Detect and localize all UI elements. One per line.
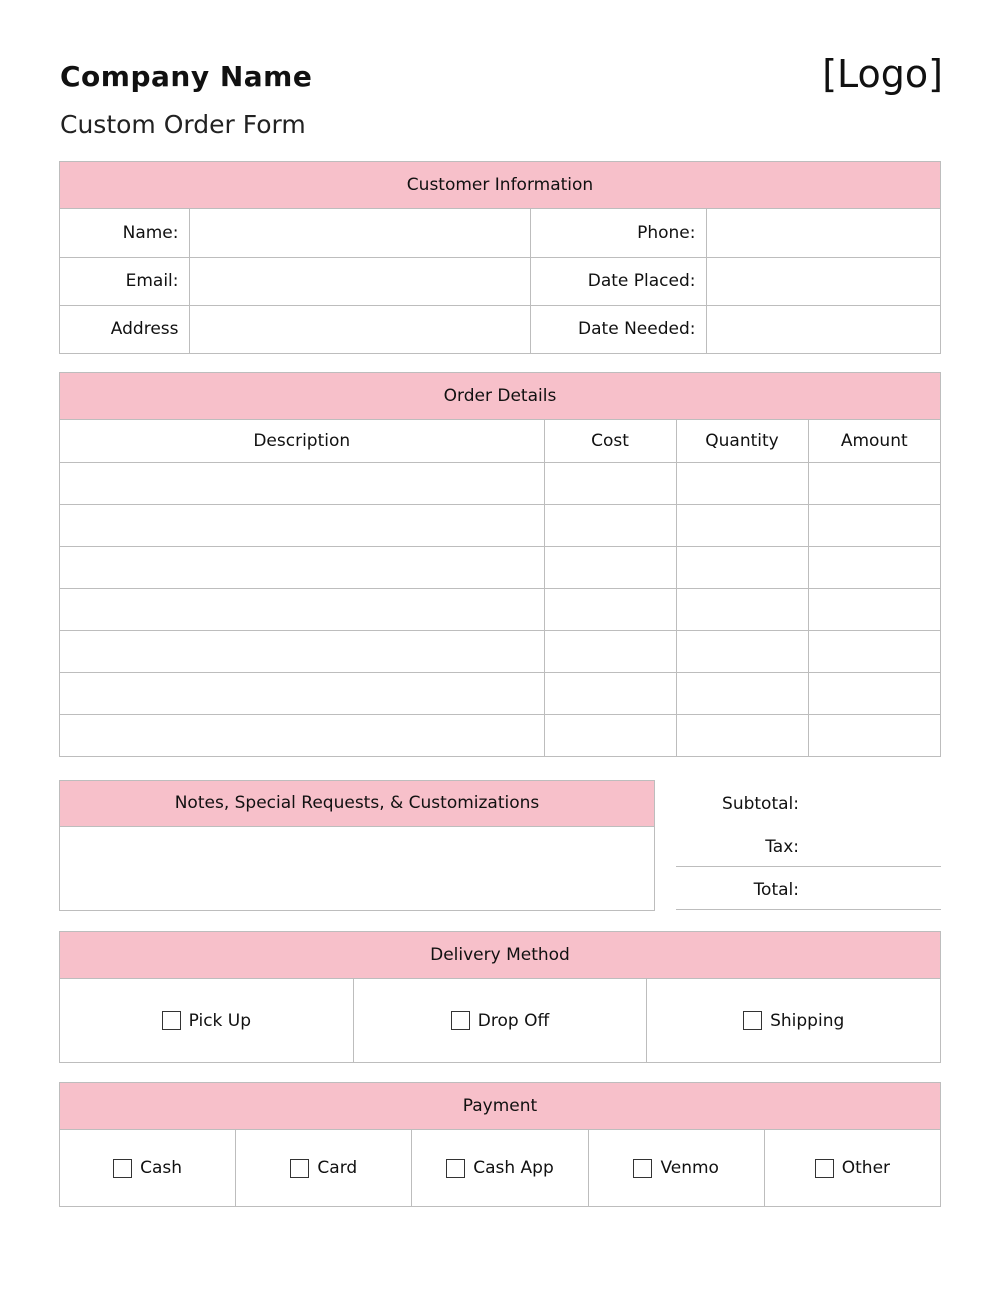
quantity-cell[interactable] bbox=[676, 630, 808, 672]
table-row bbox=[60, 672, 940, 714]
cost-cell[interactable] bbox=[544, 630, 676, 672]
total-label: Total: bbox=[753, 880, 799, 900]
payment-option-venmo[interactable] bbox=[588, 1130, 764, 1206]
column-header-cost: Cost bbox=[544, 420, 676, 462]
checkbox[interactable] bbox=[815, 1159, 834, 1178]
cost-cell[interactable] bbox=[544, 714, 676, 756]
delivery-option-shipping[interactable] bbox=[646, 979, 940, 1062]
checkbox[interactable] bbox=[743, 1011, 762, 1030]
delivery-options bbox=[60, 979, 940, 1062]
amount-cell[interactable] bbox=[808, 588, 940, 630]
quantity-cell[interactable] bbox=[676, 462, 808, 504]
column-header-amount: Amount bbox=[808, 420, 940, 462]
cost-cell[interactable] bbox=[544, 672, 676, 714]
amount-cell[interactable] bbox=[808, 630, 940, 672]
email-field[interactable] bbox=[189, 257, 530, 305]
quantity-cell[interactable] bbox=[676, 546, 808, 588]
checkbox[interactable] bbox=[451, 1011, 470, 1030]
delivery-method-section bbox=[59, 931, 941, 1063]
description-cell[interactable] bbox=[60, 714, 544, 756]
payment-header: Payment bbox=[60, 1083, 940, 1130]
cost-cell[interactable] bbox=[544, 546, 676, 588]
address-field[interactable] bbox=[189, 305, 530, 353]
payment-option-label: Other bbox=[841, 1158, 891, 1178]
order-details-section bbox=[59, 372, 941, 757]
total-row[interactable] bbox=[676, 867, 941, 910]
payment-option-card[interactable] bbox=[235, 1130, 411, 1206]
totals-section bbox=[676, 781, 941, 910]
delivery-option-label: Drop Off bbox=[477, 1010, 550, 1031]
payment-option-other[interactable] bbox=[764, 1130, 940, 1206]
tax-row[interactable] bbox=[676, 824, 941, 867]
customer-information-table bbox=[60, 209, 940, 353]
subtotal-row[interactable] bbox=[676, 781, 941, 824]
checkbox[interactable] bbox=[633, 1159, 652, 1178]
quantity-cell[interactable] bbox=[676, 588, 808, 630]
delivery-option-pick-up[interactable] bbox=[60, 979, 353, 1062]
amount-cell[interactable] bbox=[808, 504, 940, 546]
quantity-cell[interactable] bbox=[676, 672, 808, 714]
table-row bbox=[60, 504, 940, 546]
cost-cell[interactable] bbox=[544, 504, 676, 546]
date-placed-label: Date Placed: bbox=[530, 257, 706, 305]
order-details-header: Order Details bbox=[60, 373, 940, 420]
logo-placeholder: [Logo] bbox=[822, 52, 943, 96]
date-placed-field[interactable] bbox=[706, 257, 940, 305]
amount-cell[interactable] bbox=[808, 546, 940, 588]
payment-option-label: Card bbox=[317, 1158, 358, 1178]
delivery-option-drop-off[interactable] bbox=[353, 979, 647, 1062]
table-row bbox=[60, 588, 940, 630]
notes-header: Notes, Special Requests, & Customizations bbox=[60, 781, 654, 827]
notes-section bbox=[59, 780, 655, 911]
name-label: Name: bbox=[122, 222, 179, 243]
phone-label: Phone: bbox=[530, 209, 706, 257]
column-header-quantity: Quantity bbox=[676, 420, 808, 462]
payment-option-label: Cash App bbox=[473, 1158, 554, 1178]
phone-field[interactable] bbox=[706, 209, 940, 257]
table-row bbox=[60, 714, 940, 756]
date-needed-field[interactable] bbox=[706, 305, 940, 353]
table-row bbox=[60, 630, 940, 672]
description-cell[interactable] bbox=[60, 588, 544, 630]
payment-section bbox=[59, 1082, 941, 1207]
cost-cell[interactable] bbox=[544, 588, 676, 630]
description-cell[interactable] bbox=[60, 504, 544, 546]
description-cell[interactable] bbox=[60, 546, 544, 588]
delivery-option-label: Pick Up bbox=[188, 1010, 252, 1031]
quantity-cell[interactable] bbox=[676, 714, 808, 756]
company-name: Company Name bbox=[60, 60, 313, 93]
subtotal-label: Subtotal: bbox=[722, 794, 799, 814]
customer-information-header: Customer Information bbox=[60, 162, 940, 209]
checkbox[interactable] bbox=[446, 1159, 465, 1178]
description-cell[interactable] bbox=[60, 462, 544, 504]
checkbox[interactable] bbox=[290, 1159, 309, 1178]
amount-cell[interactable] bbox=[808, 672, 940, 714]
amount-cell[interactable] bbox=[808, 714, 940, 756]
payment-option-cash[interactable] bbox=[60, 1130, 235, 1206]
email-label: Email: bbox=[60, 257, 189, 305]
delivery-method-header: Delivery Method bbox=[60, 932, 940, 979]
tax-label: Tax: bbox=[765, 837, 799, 857]
address-label: Address bbox=[60, 305, 189, 353]
payment-option-label: Venmo bbox=[660, 1158, 719, 1178]
customer-information-section bbox=[59, 161, 941, 354]
description-cell[interactable] bbox=[60, 630, 544, 672]
payment-option-cash-app[interactable] bbox=[411, 1130, 587, 1206]
table-row bbox=[60, 546, 940, 588]
order-details-table bbox=[60, 420, 940, 756]
notes-field[interactable] bbox=[60, 827, 654, 911]
payment-options bbox=[60, 1130, 940, 1206]
date-needed-label: Date Needed: bbox=[530, 305, 706, 353]
cost-cell[interactable] bbox=[544, 462, 676, 504]
column-header-description: Description bbox=[253, 430, 351, 451]
delivery-option-label: Shipping bbox=[770, 1010, 845, 1031]
name-field[interactable] bbox=[189, 209, 530, 257]
payment-option-label: Cash bbox=[140, 1158, 183, 1178]
description-cell[interactable] bbox=[60, 672, 544, 714]
checkbox[interactable] bbox=[113, 1159, 132, 1178]
amount-cell[interactable] bbox=[808, 462, 940, 504]
table-row bbox=[60, 462, 940, 504]
form-title: Custom Order Form bbox=[60, 110, 306, 139]
checkbox[interactable] bbox=[162, 1011, 181, 1030]
quantity-cell[interactable] bbox=[676, 504, 808, 546]
